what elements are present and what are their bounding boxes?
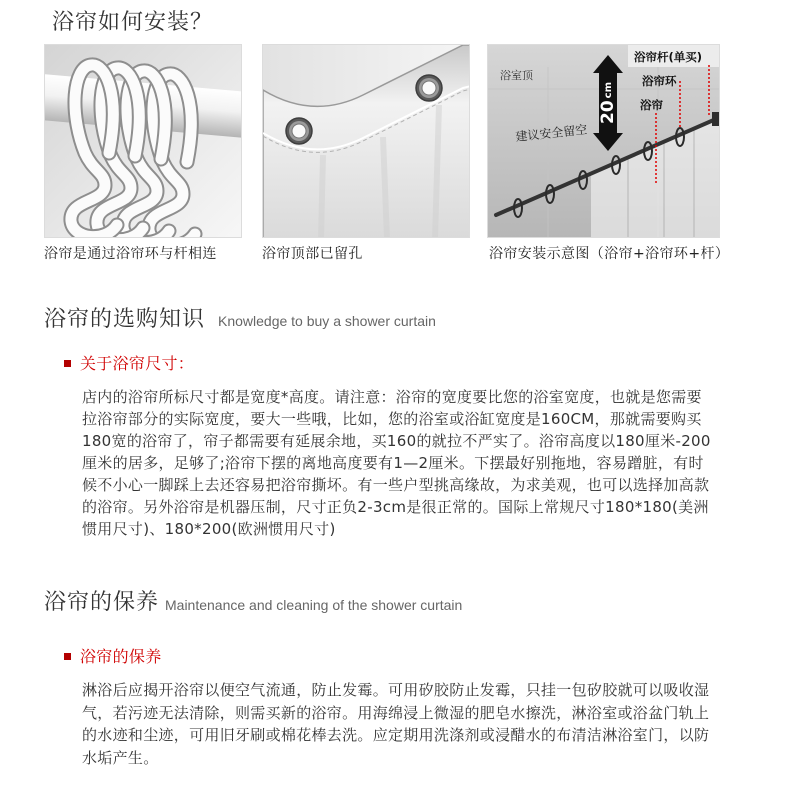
- paragraph-line: 的水迹和尘迹，可用旧牙刷或棉花棒去洗。应定期用洗涤剂或浸醋水的布清洁淋浴室门，以防: [82, 726, 710, 744]
- paragraph-line: 的浴帘。另外浴帘是机器压制，尺寸正负2-3cm是很正常的。国际上常规尺寸180*180(美洲: [82, 498, 709, 516]
- figure-curtain-holes: [262, 44, 470, 238]
- label-curtain: 浴帘: [640, 98, 663, 112]
- height-value: 20: [598, 100, 618, 125]
- paragraph-line: 店内的浴帘所标尺寸都是宽度*高度。请注意：浴帘的宽度要比您的浴室宽度，也就是您需要: [82, 388, 702, 406]
- buying-topic: 关于浴帘尺寸：: [80, 354, 195, 373]
- install-diagram-image: [488, 45, 720, 238]
- paragraph-line: 拉浴帘部分的实际宽度，要大一些哦，比如，您的浴室或浴缸宽度是160CM，那就需要购买: [82, 410, 702, 428]
- figure-caption-diagram: 浴帘安装示意图（浴帘+浴帘环+杆）: [489, 246, 730, 262]
- care-heading: 浴帘的保养: [44, 590, 160, 615]
- label-ring: 浴帘环: [642, 74, 677, 88]
- grommet-hole: [416, 75, 442, 101]
- square-bullet-icon: [64, 653, 71, 660]
- grommet-hole: [286, 118, 312, 144]
- buying-subtitle: Knowledge to buy a shower curtain: [218, 313, 436, 329]
- paragraph-line: 厘米的居多，足够了;浴帘下摆的离地高度要有1—2厘米。下摆最好别拖地，容易蹭脏，有时: [82, 454, 704, 472]
- install-title: 浴帘如何安装？: [52, 10, 214, 35]
- label-clearance: 建议安全留空: [514, 122, 588, 144]
- buying-heading: 浴帘的选购知识: [44, 307, 206, 332]
- paragraph-line: 180宽的浴帘了，帘子都需要有延展余地，买160的就拉不严实了。浴帘高度以180厘米-200: [82, 432, 711, 450]
- buying-paragraph: [82, 386, 762, 540]
- figure-caption-holes: 浴帘顶部已留孔: [262, 246, 363, 262]
- care-paragraph: [82, 679, 762, 769]
- paragraph-line: 惯用尺寸)、180*200(欧洲惯用尺寸): [82, 520, 336, 538]
- paragraph-line: 气，若污迹无法清除，则需买新的浴帘。用海绵浸上微湿的肥皂水擦洗，淋浴室或浴盆门轨上: [82, 703, 710, 722]
- paragraph-line: 候不小心一脚踩上去还容易把浴帘撕坏。有一些户型挑高缘故，为求美观，也可以选择加高款: [82, 476, 710, 494]
- figure-rings-on-rod: [44, 44, 242, 238]
- label-rod: 浴帘杆(单买): [634, 50, 703, 64]
- rings-on-rod-image: [45, 45, 242, 238]
- height-unit: cm: [602, 81, 614, 99]
- square-bullet-icon: [64, 360, 71, 367]
- paragraph-line: 水垢产生。: [82, 748, 159, 767]
- paragraph-line: 淋浴后应揭开浴帘以便空气流通，防止发霉。可用矽胶防止发霉，只挂一包矽胶就可以吸收湿: [82, 681, 710, 699]
- care-subtitle: Maintenance and cleaning of the shower curtain: [165, 597, 463, 613]
- label-ceiling: 浴室顶: [500, 69, 533, 82]
- figure-caption-rings: 浴帘是通过浴帘环与杆相连: [44, 246, 217, 262]
- curtain-holes-image: [263, 45, 470, 238]
- figure-install-diagram: [487, 44, 720, 238]
- care-topic: 浴帘的保养: [80, 647, 162, 666]
